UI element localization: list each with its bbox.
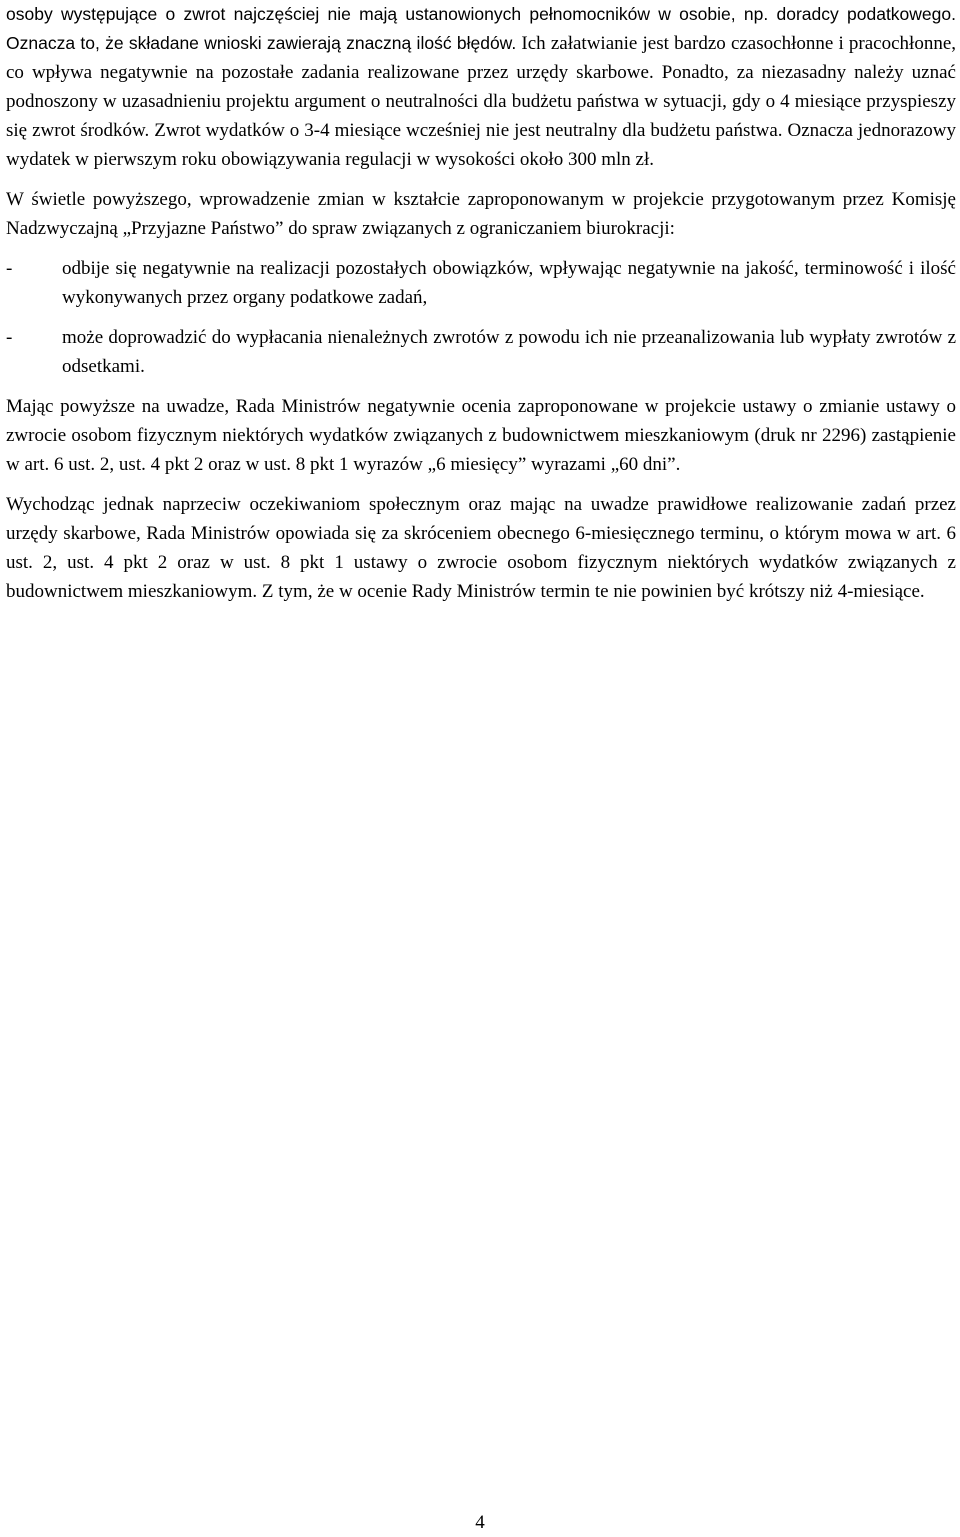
paragraph-spacer xyxy=(6,174,956,185)
paragraph-spacer xyxy=(6,243,956,254)
bullet-item-2 xyxy=(6,323,956,381)
bullet-item-2-text: może doprowadzić do wypłacania nienależnych zwrotów z powodu ich nie przeanalizowania lub wypłaty zwrotów z odsetkami. xyxy=(62,327,956,377)
bullet-item-1 xyxy=(6,254,956,312)
paragraph-spacer xyxy=(6,312,956,323)
bullet-item-1-text: odbije się negatywnie na realizacji pozostałych obowiązków, wpływając negatywnie na jakość, terminowość i ilość wykonywanych przez organy podatkowe zadań, xyxy=(62,258,956,308)
page-number: 4 xyxy=(475,1512,485,1533)
bullet-dash: - xyxy=(6,327,13,348)
paragraph-spacer xyxy=(6,479,956,490)
paragraph-spacer xyxy=(6,381,956,392)
paragraph-1-sans-text: osoby występujące o zwrot najczęściej nie mają ustanowionych pełnomocników w osobie, np. doradcy podatkowego. Oznacza to, że składane wnioski zawierają znaczną ilość błędów. xyxy=(6,4,956,53)
paragraph-4: Wychodząc jednak naprzeciw oczekiwaniom społecznym oraz mając na uwadze prawidłowe realizowanie zadań przez urzędy skarbowe, Rada Ministrów opowiada się za skróceniem obecnego 6-miesięcznego terminu, o którym mowa w art. 6 ust. 2, ust. 4 pkt 2 oraz w ust. 8 pkt 1 ustawy o zwrocie osobom fizycznym niektórych wydatków związanych z budownictwem mieszkaniowym. Z tym, że w ocenie Rady Ministrów termin te nie powinien być krótszy niż 4-miesiące. xyxy=(6,494,956,602)
paragraph-1 xyxy=(6,0,956,174)
bullet-dash: - xyxy=(6,258,13,279)
paragraph-1-serif-text: Ich załatwianie jest bardzo czasochłonne i pracochłonne, co wpływa negatywnie na pozostałe zadania realizowane przez urzędy skarbowe. Ponadto, za niezasadny należy uznać podnoszony w uzasadnieniu projektu argument o neutralności dla budżetu państwa w sytuacji, gdy o 4 miesiące przyspieszy się zwrot środków. Zwrot wydatków o 3-4 miesiące wcześniej nie jest neutralny dla budżetu państwa. Oznacza jednorazowy wydatek w pierwszym roku obowiązywania regulacji w wysokości około 300 mln zł. xyxy=(6,33,957,170)
paragraph-2: W świetle powyższego, wprowadzenie zmian w kształcie zaproponowanym w projekcie przygotowanym przez Komisję Nadzwyczajną „Przyjazne Państwo” do spraw związanych z ograniczaniem biurokracji: xyxy=(6,189,956,239)
paragraph-3: Mając powyższe na uwadze, Rada Ministrów negatywnie ocenia zaproponowane w projekcie ustawy o zmianie ustawy o zwrocie osobom fizycznym niektórych wydatków związanych z budownictwem mieszkaniowym (druk nr 2296) zastąpienie w art. 6 ust. 2, ust. 4 pkt 2 oraz w ust. 8 pkt 1 wyrazów „6 miesięcy” wyrazami „60 dni”. xyxy=(6,396,956,475)
document-body xyxy=(6,0,956,606)
